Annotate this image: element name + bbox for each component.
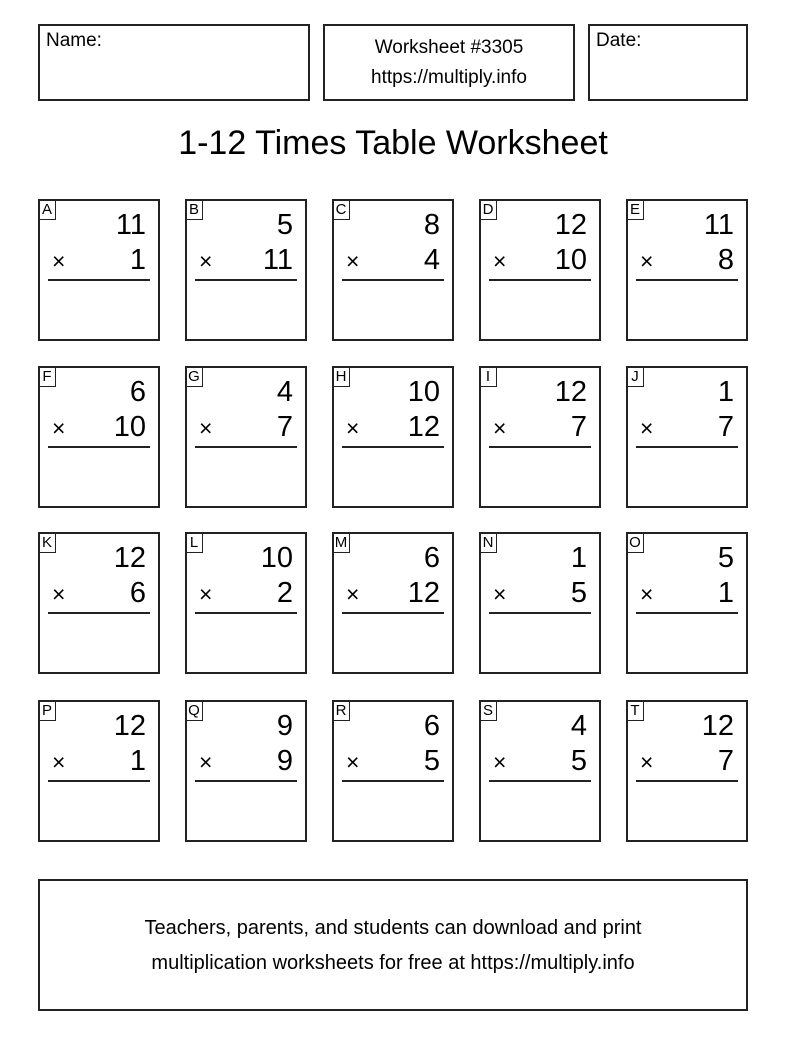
answer-line [342, 279, 444, 281]
problem-letter: Q [185, 700, 203, 721]
footer-box [38, 879, 748, 1011]
multiply-sign: × [493, 415, 507, 441]
footer-line-1: Teachers, parents, and students can download and print [144, 917, 642, 939]
answer-line [342, 612, 444, 614]
multiplier: 7 [717, 745, 734, 777]
answer-line [636, 780, 738, 782]
worksheet-id: Worksheet #3305 [374, 37, 524, 58]
problem-letter: J [626, 366, 644, 387]
problem-card [38, 532, 160, 674]
answer-line [636, 446, 738, 448]
problem-letter: S [479, 700, 497, 721]
answer-line [489, 279, 591, 281]
problem-card [332, 700, 454, 842]
multiply-sign: × [52, 581, 66, 607]
multiplicand: 1 [717, 376, 734, 408]
multiplicand: 9 [276, 710, 293, 742]
multiply-sign: × [640, 415, 654, 441]
answer-line [489, 612, 591, 614]
answer-line [342, 780, 444, 782]
multiplicand: 4 [570, 710, 587, 742]
problem-letter: T [626, 700, 644, 721]
multiplier: 11 [262, 244, 293, 276]
problem-letter: O [626, 532, 644, 553]
multiplicand: 12 [554, 376, 587, 408]
problem-letter: D [479, 199, 497, 220]
multiplier: 7 [276, 411, 293, 443]
multiplier: 10 [113, 411, 146, 443]
multiplicand: 4 [276, 376, 293, 408]
problem-letter: G [185, 366, 203, 387]
multiplicand: 6 [129, 376, 146, 408]
multiply-sign: × [493, 749, 507, 775]
multiplier: 12 [407, 411, 440, 443]
problem-card [38, 700, 160, 842]
answer-line [48, 446, 150, 448]
multiply-sign: × [346, 581, 360, 607]
multiplier: 5 [570, 577, 587, 609]
multiply-sign: × [493, 248, 507, 274]
worksheet-info-box [323, 24, 575, 101]
multiplier: 10 [554, 244, 587, 276]
problem-card [479, 366, 601, 508]
answer-line [342, 446, 444, 448]
date-label: Date: [596, 30, 642, 51]
multiply-sign: × [493, 581, 507, 607]
multiplier: 8 [717, 244, 734, 276]
problem-card [332, 532, 454, 674]
answer-line [195, 446, 297, 448]
problem-letter: I [479, 366, 497, 387]
multiplier: 7 [570, 411, 587, 443]
problem-letter: E [626, 199, 644, 220]
multiplicand: 6 [423, 710, 440, 742]
problem-card [185, 700, 307, 842]
problem-card [479, 700, 601, 842]
footer-line-2: multiplication worksheets for free at https://multiply.info [151, 952, 635, 974]
multiplier: 6 [129, 577, 146, 609]
multiply-sign: × [346, 749, 360, 775]
problem-letter: C [332, 199, 350, 220]
problem-card [38, 366, 160, 508]
multiplicand: 12 [113, 710, 146, 742]
multiplicand: 1 [570, 542, 587, 574]
multiplicand: 11 [115, 209, 146, 241]
multiplier: 1 [717, 577, 734, 609]
problem-card [185, 199, 307, 341]
multiply-sign: × [640, 749, 654, 775]
answer-line [636, 612, 738, 614]
multiplier: 5 [423, 745, 440, 777]
multiply-sign: × [640, 581, 654, 607]
multiplier: 5 [570, 745, 587, 777]
problem-card [626, 532, 748, 674]
date-field-box [588, 24, 748, 101]
worksheet-url: https://multiply.info [371, 67, 527, 88]
multiply-sign: × [52, 749, 66, 775]
name-field-box [38, 24, 310, 101]
multiplicand: 11 [703, 209, 734, 241]
problem-card [332, 199, 454, 341]
answer-line [195, 612, 297, 614]
multiply-sign: × [199, 415, 213, 441]
answer-line [489, 780, 591, 782]
page-title: 1-12 Times Table Worksheet [178, 124, 608, 162]
multiply-sign: × [346, 248, 360, 274]
multiplicand: 8 [423, 209, 440, 241]
answer-line [195, 279, 297, 281]
multiplicand: 5 [717, 542, 734, 574]
problem-card [626, 700, 748, 842]
problem-card [626, 199, 748, 341]
problem-card [479, 199, 601, 341]
multiplier: 4 [423, 244, 440, 276]
multiplicand: 12 [701, 710, 734, 742]
answer-line [489, 446, 591, 448]
multiplicand: 6 [423, 542, 440, 574]
multiplier: 1 [129, 745, 146, 777]
multiply-sign: × [346, 415, 360, 441]
multiplicand: 12 [554, 209, 587, 241]
problem-letter: P [38, 700, 56, 721]
answer-line [48, 780, 150, 782]
multiplier: 7 [717, 411, 734, 443]
multiply-sign: × [52, 248, 66, 274]
problem-card [332, 366, 454, 508]
multiplier: 9 [276, 745, 293, 777]
problem-letter: H [332, 366, 350, 387]
problem-card [479, 532, 601, 674]
answer-line [636, 279, 738, 281]
problem-letter: M [332, 532, 350, 553]
multiply-sign: × [640, 248, 654, 274]
name-label: Name: [46, 30, 102, 51]
multiply-sign: × [199, 248, 213, 274]
multiplier: 1 [129, 244, 146, 276]
multiply-sign: × [199, 749, 213, 775]
problem-letter: K [38, 532, 56, 553]
problem-card [626, 366, 748, 508]
problem-letter: F [38, 366, 56, 387]
multiplier: 2 [276, 577, 293, 609]
problem-letter: L [185, 532, 203, 553]
multiply-sign: × [52, 415, 66, 441]
answer-line [48, 612, 150, 614]
multiplicand: 12 [113, 542, 146, 574]
multiplicand: 5 [276, 209, 293, 241]
problem-card [185, 532, 307, 674]
multiplier: 12 [407, 577, 440, 609]
multiplicand: 10 [407, 376, 440, 408]
multiplicand: 10 [260, 542, 293, 574]
answer-line [48, 279, 150, 281]
problem-letter: R [332, 700, 350, 721]
problem-card [38, 199, 160, 341]
answer-line [195, 780, 297, 782]
problem-letter: B [185, 199, 203, 220]
problem-letter: A [38, 199, 56, 220]
problem-card [185, 366, 307, 508]
multiply-sign: × [199, 581, 213, 607]
problem-letter: N [479, 532, 497, 553]
